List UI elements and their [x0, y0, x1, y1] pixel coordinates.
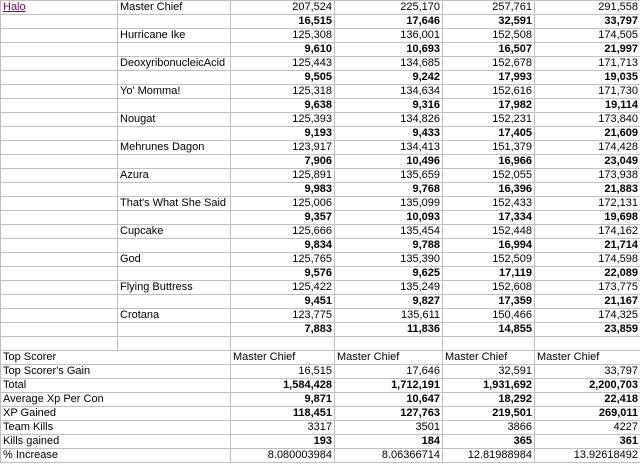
empty-cell[interactable] [118, 71, 231, 85]
member-gain-cell[interactable]: 16,396 [443, 183, 535, 197]
empty-cell[interactable] [118, 239, 231, 253]
empty-cell[interactable] [1, 309, 118, 323]
member-xp-cell[interactable]: 174,162 [535, 225, 640, 239]
member-gain-cell[interactable]: 14,855 [443, 323, 535, 337]
member-gain-cell[interactable]: 9,983 [231, 183, 335, 197]
member-xp-cell[interactable]: 135,454 [335, 225, 443, 239]
member-xp-cell[interactable]: 174,505 [535, 29, 640, 43]
summary-value-cell[interactable]: 17,646 [335, 365, 443, 379]
summary-value-cell[interactable]: 1,584,428 [231, 379, 335, 393]
empty-cell[interactable] [1, 253, 118, 267]
member-xp-cell[interactable]: 173,775 [535, 281, 640, 295]
summary-value-cell[interactable]: 32,591 [443, 365, 535, 379]
member-name[interactable]: Master Chief [118, 1, 231, 15]
member-gain-cell[interactable]: 17,359 [443, 295, 535, 309]
member-gain-cell[interactable]: 7,883 [231, 323, 335, 337]
summary-value-cell[interactable]: 8.06366714 [335, 449, 443, 463]
member-xp-cell[interactable]: 257,761 [443, 1, 535, 15]
empty-cell[interactable] [118, 155, 231, 169]
member-gain-cell[interactable]: 17,405 [443, 127, 535, 141]
member-gain-row [1, 15, 640, 29]
summary-value-cell[interactable]: 33,797 [535, 365, 640, 379]
empty-cell[interactable] [1, 295, 118, 309]
summary-value-cell[interactable]: 127,763 [335, 407, 443, 421]
member-name[interactable]: Crotana [118, 309, 231, 323]
summary-label[interactable]: % Increase [1, 449, 231, 463]
member-name[interactable]: Yo' Momma! [118, 85, 231, 99]
empty-cell[interactable] [118, 183, 231, 197]
member-xp-cell[interactable]: 152,508 [443, 29, 535, 43]
member-name[interactable]: Mehrunes Dagon [118, 141, 231, 155]
member-xp-cell[interactable]: 125,318 [231, 85, 335, 99]
member-xp-cell[interactable]: 135,099 [335, 197, 443, 211]
blank-row [1, 337, 640, 351]
member-gain-row [1, 211, 640, 225]
summary-value-cell[interactable]: 10,647 [335, 393, 443, 407]
member-gain-row [1, 267, 640, 281]
member-gain-cell[interactable]: 17,646 [335, 15, 443, 29]
summary-value-cell[interactable]: 361 [535, 435, 640, 449]
member-xp-row [1, 197, 640, 211]
member-xp-cell[interactable]: 125,891 [231, 169, 335, 183]
member-xp-row [1, 225, 640, 239]
member-gain-cell[interactable]: 17,993 [443, 71, 535, 85]
member-xp-cell[interactable]: 172,131 [535, 197, 640, 211]
empty-cell[interactable] [1, 127, 118, 141]
empty-cell[interactable] [1, 281, 118, 295]
member-xp-cell[interactable]: 225,170 [335, 1, 443, 15]
summary-value-cell[interactable]: 9,871 [231, 393, 335, 407]
empty-cell[interactable] [1, 141, 118, 155]
summary-value-cell[interactable]: 4227 [535, 421, 640, 435]
summary-value-cell[interactable]: Master Chief [443, 351, 535, 365]
member-xp-row [1, 29, 640, 43]
member-xp-cell[interactable]: 125,006 [231, 197, 335, 211]
member-xp-cell[interactable]: 171,713 [535, 57, 640, 71]
member-xp-row [1, 309, 640, 323]
member-gain-cell[interactable]: 9,193 [231, 127, 335, 141]
member-xp-cell[interactable]: 135,390 [335, 253, 443, 267]
empty-cell[interactable] [118, 323, 231, 337]
member-gain-cell[interactable]: 9,451 [231, 295, 335, 309]
member-xp-cell[interactable]: 125,443 [231, 57, 335, 71]
member-xp-cell[interactable]: 173,840 [535, 113, 640, 127]
member-xp-cell[interactable]: 134,413 [335, 141, 443, 155]
member-xp-cell[interactable]: 123,917 [231, 141, 335, 155]
member-gain-cell[interactable]: 19,698 [535, 211, 640, 225]
member-xp-cell[interactable]: 152,509 [443, 253, 535, 267]
member-xp-row [1, 1, 640, 15]
empty-cell[interactable] [118, 127, 231, 141]
member-gain-row [1, 183, 640, 197]
empty-cell[interactable] [1, 239, 118, 253]
summary-value-cell[interactable]: 1,712,191 [335, 379, 443, 393]
member-xp-row [1, 281, 640, 295]
member-gain-cell[interactable]: 9,242 [335, 71, 443, 85]
member-gain-cell[interactable]: 21,997 [535, 43, 640, 57]
member-gain-row [1, 155, 640, 169]
member-gain-cell[interactable]: 9,768 [335, 183, 443, 197]
member-xp-cell[interactable]: 150,466 [443, 309, 535, 323]
member-xp-cell[interactable]: 174,428 [535, 141, 640, 155]
summary-value-cell[interactable]: 1,931,692 [443, 379, 535, 393]
empty-cell[interactable] [1, 71, 118, 85]
member-name[interactable]: Nougat [118, 113, 231, 127]
summary-row [1, 449, 640, 463]
summary-label[interactable]: Kills gained [1, 435, 231, 449]
member-xp-row [1, 141, 640, 155]
summary-row [1, 407, 640, 421]
summary-label[interactable]: Top Scorer's Gain [1, 365, 231, 379]
group-name-link[interactable]: Halo [1, 1, 118, 15]
member-gain-cell[interactable]: 9,788 [335, 239, 443, 253]
member-xp-cell[interactable]: 151,379 [443, 141, 535, 155]
empty-cell[interactable] [231, 337, 335, 351]
member-gain-cell[interactable]: 16,515 [231, 15, 335, 29]
empty-cell[interactable] [1, 337, 118, 351]
member-gain-cell[interactable]: 21,714 [535, 239, 640, 253]
member-gain-cell[interactable]: 17,119 [443, 267, 535, 281]
member-xp-cell[interactable]: 291,558 [535, 1, 640, 15]
empty-cell[interactable] [1, 85, 118, 99]
member-gain-cell[interactable]: 22,089 [535, 267, 640, 281]
member-gain-cell[interactable]: 23,859 [535, 323, 640, 337]
member-xp-cell[interactable]: 152,055 [443, 169, 535, 183]
empty-cell[interactable] [1, 211, 118, 225]
summary-value-cell[interactable]: 3317 [231, 421, 335, 435]
member-xp-cell[interactable]: 125,393 [231, 113, 335, 127]
member-xp-cell[interactable]: 135,659 [335, 169, 443, 183]
empty-cell[interactable] [1, 183, 118, 197]
summary-label[interactable]: Total [1, 379, 231, 393]
member-name[interactable]: Hurricane Ike [118, 29, 231, 43]
empty-cell[interactable] [1, 267, 118, 281]
summary-value-cell[interactable]: 219,501 [443, 407, 535, 421]
empty-cell[interactable] [118, 211, 231, 225]
member-gain-cell[interactable]: 19,035 [535, 71, 640, 85]
summary-value-cell[interactable]: 22,418 [535, 393, 640, 407]
empty-cell[interactable] [535, 337, 640, 351]
member-gain-cell[interactable]: 32,591 [443, 15, 535, 29]
member-gain-cell[interactable]: 23,049 [535, 155, 640, 169]
member-name[interactable]: DeoxyribonucleicAcid [118, 57, 231, 71]
member-name[interactable]: Cupcake [118, 225, 231, 239]
member-gain-cell[interactable]: 11,836 [335, 323, 443, 337]
member-gain-row [1, 127, 640, 141]
member-gain-row [1, 295, 640, 309]
empty-cell[interactable] [1, 113, 118, 127]
summary-value-cell[interactable]: 269,011 [535, 407, 640, 421]
summary-row [1, 421, 640, 435]
empty-cell[interactable] [1, 99, 118, 113]
empty-cell[interactable] [1, 155, 118, 169]
member-gain-cell[interactable]: 16,507 [443, 43, 535, 57]
member-xp-row [1, 253, 640, 267]
member-xp-cell[interactable]: 136,001 [335, 29, 443, 43]
member-gain-cell[interactable]: 9,576 [231, 267, 335, 281]
member-name[interactable]: Flying Buttress [118, 281, 231, 295]
member-name[interactable]: That's What She Said [118, 197, 231, 211]
empty-cell[interactable] [443, 337, 535, 351]
member-gain-cell[interactable]: 9,827 [335, 295, 443, 309]
member-gain-cell[interactable]: 10,093 [335, 211, 443, 225]
member-gain-cell[interactable]: 21,609 [535, 127, 640, 141]
empty-cell[interactable] [1, 29, 118, 43]
summary-value-cell[interactable]: 365 [443, 435, 535, 449]
empty-cell[interactable] [1, 169, 118, 183]
member-xp-row [1, 113, 640, 127]
summary-value-cell[interactable]: 16,515 [231, 365, 335, 379]
summary-value-cell[interactable]: Master Chief [335, 351, 443, 365]
member-gain-cell[interactable]: 9,505 [231, 71, 335, 85]
member-xp-cell[interactable]: 152,678 [443, 57, 535, 71]
member-gain-cell[interactable]: 9,316 [335, 99, 443, 113]
empty-cell[interactable] [118, 337, 231, 351]
member-gain-cell[interactable]: 9,834 [231, 239, 335, 253]
empty-cell[interactable] [1, 225, 118, 239]
summary-value-cell[interactable]: 18,292 [443, 393, 535, 407]
summary-value-cell[interactable]: 118,451 [231, 407, 335, 421]
empty-cell[interactable] [118, 99, 231, 113]
member-gain-cell[interactable]: 7,906 [231, 155, 335, 169]
empty-cell[interactable] [118, 43, 231, 57]
member-name[interactable]: Azura [118, 169, 231, 183]
summary-label[interactable]: XP Gained [1, 407, 231, 421]
member-gain-cell[interactable]: 19,114 [535, 99, 640, 113]
summary-table-body [1, 337, 640, 463]
summary-value-cell[interactable]: Master Chief [231, 351, 335, 365]
empty-cell[interactable] [1, 57, 118, 71]
summary-row [1, 379, 640, 393]
summary-label[interactable]: Team Kills [1, 421, 231, 435]
member-gain-cell[interactable]: 21,167 [535, 295, 640, 309]
member-xp-cell[interactable]: 152,231 [443, 113, 535, 127]
member-gain-row [1, 71, 640, 85]
empty-cell[interactable] [1, 43, 118, 57]
summary-row [1, 365, 640, 379]
empty-cell[interactable] [1, 197, 118, 211]
summary-row [1, 351, 640, 365]
empty-cell[interactable] [335, 337, 443, 351]
member-xp-row [1, 57, 640, 71]
member-xp-cell[interactable]: 174,325 [535, 309, 640, 323]
member-gain-cell[interactable]: 33,797 [535, 15, 640, 29]
summary-label[interactable]: Top Scorer [1, 351, 231, 365]
members-table-body [1, 1, 640, 337]
summary-value-cell[interactable]: 13.92618492 [535, 449, 640, 463]
empty-cell[interactable] [118, 15, 231, 29]
member-xp-cell[interactable]: 173,938 [535, 169, 640, 183]
member-gain-row [1, 99, 640, 113]
member-xp-cell[interactable]: 125,765 [231, 253, 335, 267]
member-xp-cell[interactable]: 152,616 [443, 85, 535, 99]
summary-value-cell[interactable]: 184 [335, 435, 443, 449]
member-gain-cell[interactable]: 9,610 [231, 43, 335, 57]
member-xp-cell[interactable]: 174,598 [535, 253, 640, 267]
member-xp-cell[interactable]: 135,249 [335, 281, 443, 295]
member-gain-cell[interactable]: 10,693 [335, 43, 443, 57]
member-xp-cell[interactable]: 123,775 [231, 309, 335, 323]
member-xp-cell[interactable]: 207,524 [231, 1, 335, 15]
member-xp-row [1, 85, 640, 99]
member-xp-cell[interactable]: 125,666 [231, 225, 335, 239]
member-xp-cell[interactable]: 134,634 [335, 85, 443, 99]
summary-value-cell[interactable]: 3866 [443, 421, 535, 435]
member-gain-row [1, 239, 640, 253]
member-gain-cell[interactable]: 16,966 [443, 155, 535, 169]
member-gain-row [1, 43, 640, 57]
member-name[interactable]: God [118, 253, 231, 267]
empty-cell[interactable] [118, 267, 231, 281]
member-gain-cell[interactable]: 9,638 [231, 99, 335, 113]
summary-value-cell[interactable]: 2,200,703 [535, 379, 640, 393]
member-gain-row [1, 323, 640, 337]
member-gain-cell[interactable]: 16,994 [443, 239, 535, 253]
empty-cell[interactable] [1, 323, 118, 337]
member-gain-cell[interactable]: 21,883 [535, 183, 640, 197]
summary-value-cell[interactable]: 12.81988984 [443, 449, 535, 463]
member-gain-cell[interactable]: 17,334 [443, 211, 535, 225]
member-xp-row [1, 169, 640, 183]
member-xp-cell[interactable]: 152,433 [443, 197, 535, 211]
member-xp-cell[interactable]: 125,422 [231, 281, 335, 295]
member-gain-cell[interactable]: 9,433 [335, 127, 443, 141]
member-gain-cell[interactable]: 17,982 [443, 99, 535, 113]
member-gain-cell[interactable]: 9,625 [335, 267, 443, 281]
summary-label[interactable]: Average Xp Per Con [1, 393, 231, 407]
summary-value-cell[interactable]: 8.080003984 [231, 449, 335, 463]
summary-value-cell[interactable]: Master Chief [535, 351, 640, 365]
member-xp-cell[interactable]: 135,611 [335, 309, 443, 323]
member-gain-cell[interactable]: 9,357 [231, 211, 335, 225]
empty-cell[interactable] [1, 15, 118, 29]
member-xp-cell[interactable]: 125,308 [231, 29, 335, 43]
member-gain-cell[interactable]: 10,496 [335, 155, 443, 169]
summary-row [1, 435, 640, 449]
member-xp-cell[interactable]: 171,730 [535, 85, 640, 99]
summary-row [1, 393, 640, 407]
member-xp-cell[interactable]: 134,826 [335, 113, 443, 127]
summary-value-cell[interactable]: 193 [231, 435, 335, 449]
member-xp-cell[interactable]: 152,448 [443, 225, 535, 239]
summary-value-cell[interactable]: 3501 [335, 421, 443, 435]
member-xp-cell[interactable]: 152,608 [443, 281, 535, 295]
empty-cell[interactable] [118, 295, 231, 309]
member-xp-cell[interactable]: 134,685 [335, 57, 443, 71]
